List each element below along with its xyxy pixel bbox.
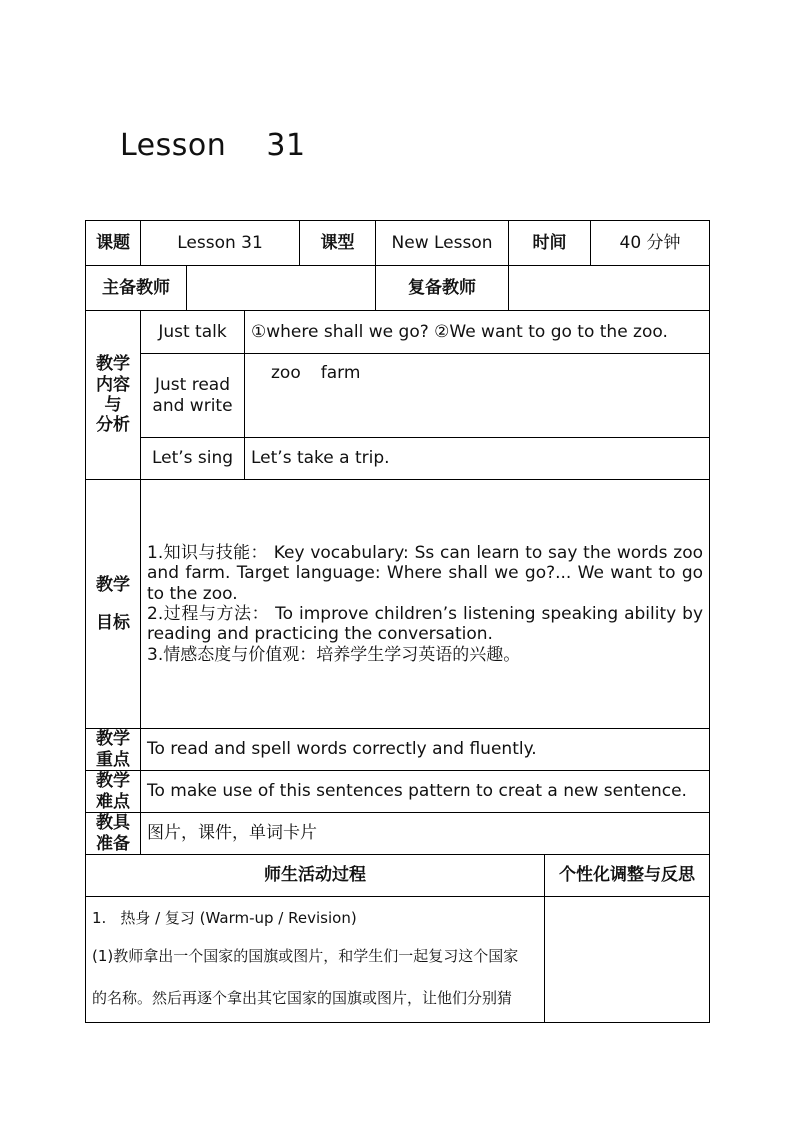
process-reflection-cell [545, 897, 710, 1023]
materials-label-line1: 教具 [96, 813, 130, 834]
materials-label [86, 813, 141, 855]
goals-row [86, 480, 710, 729]
read-write-label-line1: Just read [155, 375, 230, 396]
goals-label-line2: 目标 [96, 613, 130, 633]
read-write-label [141, 354, 245, 438]
difficulties-label-line2: 难点 [96, 791, 130, 812]
process-header-row [86, 855, 710, 897]
word-zoo: zoo [271, 363, 301, 383]
goal-item: 2.过程与方法： To improve children’s listening speaking ability by reading and practicing the conversation. [147, 604, 704, 645]
read-write-words [245, 354, 710, 438]
content-label-line: 内容 [96, 374, 130, 395]
topic-value: Lesson 31 [141, 221, 300, 266]
header-row [86, 221, 710, 266]
content-label-line: 教学 [96, 354, 130, 375]
difficulties-label-line1: 教学 [96, 771, 130, 792]
goal-item: 1.知识与技能： Key vocabulary: Ss can learn to say the words zoo and farm. Target language: Where shall we go?... We want to go to the zoo. [147, 542, 704, 604]
key-points-text: To read and spell words correctly and fluently. [141, 729, 710, 771]
process-step-number: 1. [92, 909, 107, 927]
key-points-label-line1: 教学 [96, 729, 130, 750]
goals-text [141, 480, 710, 729]
main-teacher-label: 主备教师 [86, 266, 187, 311]
assist-teacher-label: 复备教师 [376, 266, 509, 311]
time-value: 40 分钟 [591, 221, 710, 266]
type-label: 课型 [300, 221, 376, 266]
process-header-right: 个性化调整与反思 [545, 855, 710, 897]
content-row-talk [86, 311, 710, 354]
goals-label [86, 480, 141, 729]
process-step-title-text: 热身 / 复习 (Warm-up / Revision) [120, 909, 357, 927]
assist-teacher-value [509, 266, 710, 311]
just-talk-label: Just talk [141, 311, 245, 354]
just-talk-text: ①where shall we go? ②We want to go to the zoo. [245, 311, 710, 354]
lesson-plan-table [85, 220, 710, 1023]
process-paragraph-line: (1)教师拿出一个国家的国旗或图片，和学生们一起复习这个国家 [92, 947, 519, 965]
materials-label-line2: 准备 [96, 833, 130, 854]
main-teacher-value [187, 266, 376, 311]
process-content [86, 897, 545, 1023]
content-label-line: 分析 [96, 415, 130, 436]
topic-label: 课题 [86, 221, 141, 266]
page-title: Lesson 31 [120, 128, 306, 163]
materials-text: 图片，课件，单词卡片 [141, 813, 710, 855]
difficulties-label [86, 771, 141, 813]
process-step-title [92, 903, 538, 933]
content-label-line: 与 [104, 395, 122, 415]
process-paragraph-line: 的名称。然后再逐个拿出其它国家的国旗或图片，让他们分别猜 [92, 989, 513, 1007]
key-points-label [86, 729, 141, 771]
content-label [86, 311, 141, 480]
goal-item: 3.情感态度与价值观：培养学生学习英语的兴趣。 [147, 644, 521, 665]
difficulties-row [86, 771, 710, 813]
process-header-left: 师生活动过程 [86, 855, 545, 897]
read-write-label-line2: and write [152, 395, 233, 416]
teachers-row [86, 266, 710, 311]
word-farm: farm [320, 363, 361, 383]
difficulties-text: To make use of this sentences pattern to creat a new sentence. [141, 771, 710, 813]
type-value: New Lesson [376, 221, 509, 266]
key-points-row [86, 729, 710, 771]
key-points-label-line2: 重点 [96, 749, 130, 770]
materials-row [86, 813, 710, 855]
goals-label-line1: 教学 [96, 575, 130, 595]
content-row-read-write [86, 354, 710, 438]
content-row-sing [86, 438, 710, 480]
time-label: 时间 [509, 221, 591, 266]
lets-sing-text: Let’s take a trip. [245, 438, 710, 480]
lets-sing-label: Let’s sing [141, 438, 245, 480]
process-content-row [86, 897, 710, 1023]
